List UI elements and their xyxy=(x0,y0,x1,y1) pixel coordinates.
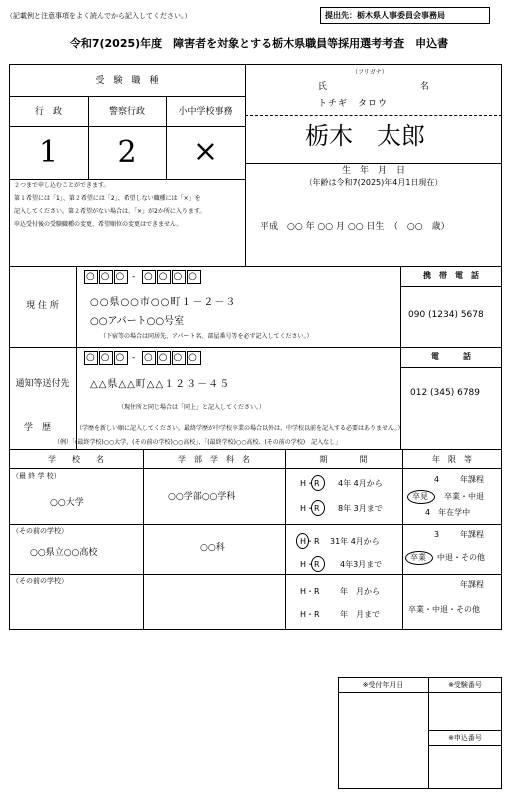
row-status-circled: 卒業 xyxy=(410,553,426,562)
phone-label: 電 話 xyxy=(431,352,471,361)
education-label: 学 歴 xyxy=(24,423,52,433)
birth-value: 平成 ○○ 年 ○○ 月 ○○ 日生 （ ○○ 歳） xyxy=(260,222,450,232)
office-exam-no-label: ※受験番号 xyxy=(448,681,482,689)
submit-to: 提出先：栃木県人事委員会事務局 xyxy=(325,11,445,20)
address-line2: ○○アパート○○号室 xyxy=(90,316,185,327)
contact-note: （現住所と同じ場合は「同上」と記入してください。） xyxy=(118,404,266,411)
row-tag: （その前の学校） xyxy=(12,577,68,585)
address-postal2: ○○○○ xyxy=(144,271,203,282)
row-years-num: 3 xyxy=(434,530,440,539)
row-from: 4年 4月から xyxy=(338,479,383,488)
col-school: 学 校 名 xyxy=(48,455,104,464)
office-received-label: ※受付年月日 xyxy=(362,681,404,689)
education-example: （例）「(最終学校)○○大学、(その前の学校)○○高校」、「(最終学校)○○高校、(その前の学校) 記入なし」 xyxy=(54,439,342,446)
contact-label: 通知等送付先 xyxy=(15,379,70,389)
row-years-unit: 年課程 xyxy=(460,530,484,539)
circle-mark xyxy=(311,556,325,572)
row-school: ○○県立○○高校 xyxy=(30,548,98,558)
contact-line1: △△県△△町△△１２３－４５ xyxy=(90,379,231,390)
birth-label: 生 年 月 日 xyxy=(341,166,405,176)
col-years: 年 限 等 xyxy=(432,455,472,464)
address-line1: ○○県○○市○○町１－２－３ xyxy=(90,297,237,308)
exam-job-col-school: 小中学校事務 xyxy=(178,107,233,117)
exam-job-col-admin: 行 政 xyxy=(34,107,62,117)
row-to: 8年 3月まで xyxy=(338,504,383,513)
col-dept: 学 部 学 科 名 xyxy=(178,455,250,464)
exam-job-val-school: × xyxy=(192,134,219,169)
row-status: 中退・その他 xyxy=(437,553,485,562)
row-tag: （その前の学校） xyxy=(12,527,68,535)
mobile-label: 携 帯 電 話 xyxy=(423,271,479,280)
row-era: H・R xyxy=(300,537,320,546)
exam-job-col-police: 警察行政 xyxy=(108,107,145,117)
row-status: 卒業・中退 xyxy=(444,492,484,501)
circle-mark xyxy=(311,475,325,491)
contact-postal2: ○○○○ xyxy=(144,352,203,363)
row-to: 4年3月まで xyxy=(340,560,383,569)
header-note: （記載例と注意事項をよく読んでから記入してください。） xyxy=(6,12,192,20)
address-postal1: ○○○ xyxy=(86,271,131,282)
submit-to-box xyxy=(320,7,490,24)
row-school: ○○大学 xyxy=(50,498,84,508)
row-status-circled: 卒見 xyxy=(412,492,428,501)
furigana-label: （フリガナ） xyxy=(352,69,388,76)
col-period: 期 間 xyxy=(319,455,368,464)
address-note: （下宿等の場合は同居先、アパート名、部屋番号等を必ず記入してください。） xyxy=(100,333,313,340)
exam-job-val-police: 2 xyxy=(117,135,137,170)
circle-mark xyxy=(311,500,325,516)
exam-job-note: 第１希望には「1」、第２希望には「2」、希望しない職種には「×」を xyxy=(14,195,201,202)
row-dept: ○○学部○○学科 xyxy=(168,492,236,502)
row-era: H・R xyxy=(300,587,320,596)
row-from: 31年 4月から xyxy=(330,537,380,546)
exam-job-note: 記入してください。第２希望がない場合は、「×」が2か所に入ります。 xyxy=(14,208,206,215)
circle-mark xyxy=(296,533,309,549)
name-shi-label: 氏 xyxy=(318,82,328,92)
address-label: 現 住 所 xyxy=(26,301,59,311)
row-era: H・R xyxy=(300,610,320,619)
exam-job-val-admin: 1 xyxy=(38,135,59,170)
contact-postal1: ○○○ xyxy=(86,352,131,363)
row-years-unit: 年課程 xyxy=(460,580,484,589)
phone-value: 012 (345) 6789 xyxy=(410,388,481,398)
row-tag: （最 終 学 校） xyxy=(12,472,61,480)
row-status2: 4 年在学中 xyxy=(425,508,471,517)
office-box xyxy=(338,677,502,789)
row-status: 卒業・中退・その他 xyxy=(408,605,480,614)
row-era: H・R xyxy=(300,504,320,513)
mobile-value: 090 (1234) 5678 xyxy=(408,310,484,320)
row-from: 年 月から xyxy=(340,587,380,596)
row-dept: ○○科 xyxy=(200,543,225,553)
education-note: （学歴を新しい順に記入してください。最終学歴が中学校卒業の場合以外は、中学校以前を記入する必要はありません。） xyxy=(76,425,404,432)
page-title: 令和7(2025)年度 障害者を対象とする栃木県職員等採用選考考査 申込書 xyxy=(69,37,449,50)
row-era: H・R xyxy=(300,479,320,488)
row-to: 年 月まで xyxy=(340,610,380,619)
row-era: H・R xyxy=(300,560,320,569)
birth-note: （年齢は令和7(2025)年4月1日現在） xyxy=(304,178,443,187)
name-value: 栃木 太郎 xyxy=(305,122,425,150)
name-mei-label: 名 xyxy=(420,82,430,92)
office-app-no-label: ※申込番号 xyxy=(448,734,482,742)
row-years-unit: 年課程 xyxy=(460,475,484,484)
exam-job-note: ２つまで申し込むことができます。 xyxy=(14,182,110,189)
row-years-num: 4 xyxy=(434,475,440,484)
furigana-value: トチギ タロウ xyxy=(318,99,389,109)
exam-job-note: 申込受付後の受験職種の変更、希望順位の変更はできません。 xyxy=(14,221,183,228)
exam-job-heading: 受 験 職 種 xyxy=(95,76,159,86)
